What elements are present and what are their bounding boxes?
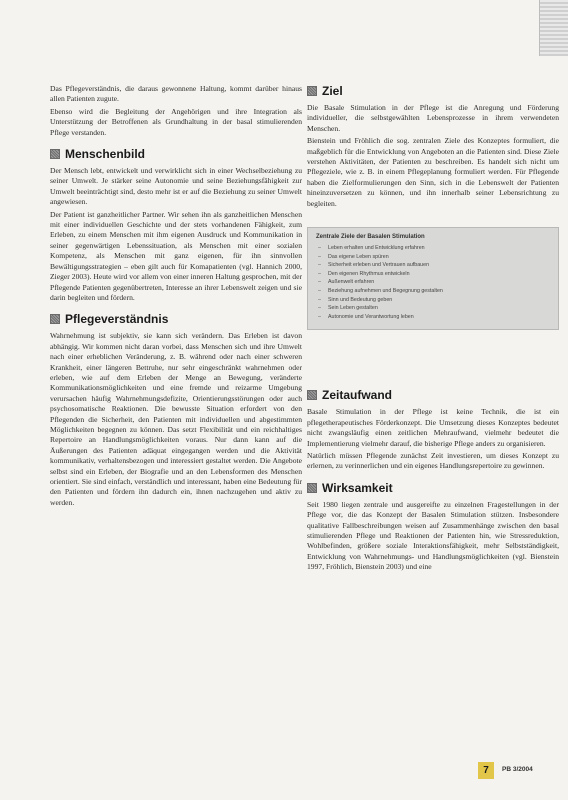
page-number: 7 <box>478 762 494 779</box>
goals-list <box>316 244 550 321</box>
zeitaufwand-paragraph-2: Natürlich müssen Pflegende zunächst Zeit investieren, um dieses Konzept zu erlernen, zu verinnerlichen und ein eigenes Handlungsrepertoire zu gewinnen. <box>307 451 559 471</box>
goals-info-box <box>307 227 559 330</box>
heading-text: Zeitaufwand <box>322 388 393 403</box>
section-heading-ziel <box>307 84 559 98</box>
menschenbild-paragraph-2: Der Patient ist ganzheitlicher Partner. Wir sehen ihn als ganzheitlichen Menschen mit einer individuellen Geschichte und der stets vorhandenen Fähigkeit, zum Erleben, zu einem Menschen mit ihm eigenen Ausdruck und Kommunikation in seiner gegenwärtigen Lebenssituation, als Menschen mit einer sozialen Kompetenz, als Menschen mit ganz eigenen, für ihn sinnvollen Bewältigungsstrategien – eben gilt auch für Komapatienten (vgl. Hannich 2000, Zieger 2003). Heute wird vor allem von einer inneren Haltung gesprochen, mit der Pflegende Patienten gegenübertreten, Interesse an ihrer Lebenswelt zeigen und sie darin begleiten und fördern. <box>50 209 302 302</box>
goals-box-title: Zentrale Ziele der Basalen Stimulation <box>316 234 425 241</box>
heading-square-icon <box>307 390 317 400</box>
intro-paragraph-1: Das Pflegeverständnis, die daraus gewonnene Haltung, kommt darüber hinaus allen Patienten zugute. <box>50 84 302 104</box>
heading-text: Pflegeverständnis <box>65 312 169 327</box>
heading-text: Menschenbild <box>65 147 146 162</box>
goals-list-item: – Außenwelt erfahren <box>316 278 550 287</box>
goals-list-item: – Das eigene Leben spüren <box>316 253 550 262</box>
goals-list-item: – Den eigenen Rhythmus entwickeln <box>316 270 550 279</box>
goals-list-item: – Sinn und Bedeutung geben <box>316 296 550 305</box>
ziel-paragraph-1: Die Basale Stimulation in der Pflege ist die Anregung und Förderung individueller, die selbstgewählten Lebensprozesse in ihrem verwendeten Menschen. <box>307 103 559 133</box>
right-column <box>307 84 559 575</box>
goals-list-item: – Sicherheit erleben und Vertrauen aufbauen <box>316 261 550 270</box>
issue-label: PB 3/2004 <box>502 766 533 773</box>
section-heading-pflegeverstaendnis <box>50 312 302 326</box>
section-heading-wirksamkeit <box>307 481 559 495</box>
menschenbild-paragraph-1: Der Mensch lebt, entwickelt und verwirklicht sich in einer Wechselbeziehung zu seiner Umwelt. Je stärker seine Autonomie und seine Beziehungsfähigkeit zur Umwelt beeinträchtigt sind, desto mehr ist er auf die Beziehung zu seiner Umwelt angewiesen. <box>50 166 302 207</box>
section-heading-menschenbild <box>50 147 302 161</box>
heading-square-icon <box>50 314 60 324</box>
page-footer <box>0 762 568 782</box>
heading-text: Wirksamkeit <box>322 480 393 495</box>
zeitaufwand-paragraph-1: Basale Stimulation in der Pflege ist keine Technik, die ist ein pflegetherapeutisches Förderkonzept. Die Umsetzung dieses Konzeptes bedeutet nicht zwangsläufig einen zeitlichen Mehraufwand, vielmehr bedeutet die Implementierung vielmehr darauf, die bisherige Pflege anders zu organisieren. <box>307 407 559 448</box>
pflegeverstaendnis-paragraph: Wahrnehmung ist subjektiv, sie kann sich verändern. Das Erleben ist davon abhängig. Wir kommen nicht daran vorbei, dass Menschen sich und ihre Umwelt nach einer erheblichen Veränderung, z. B. während oder nach einer schweren Krankheit, einer längeren Bettruhe, nur sehr eingeschränkt wahrnehmen oder erleben, wie auf dem Erleben der Menge an Bewegung, veränderte Kommunikationsmöglichkeiten und eine fremde und reizarme Umgebung verursachen häufig Wahrnehmungsdefizite, Orientierungsstörungen oder auch psychosomatische Reaktionen. Die bewusste Situation erfordert von den Pflegenden die Sicherheit, den Patienten mit individuellen und abgestimmten Möglichkeiten begegnen zu können. Das setzt Flexibilität und ein reichhaltiges Repertoire an Handlungsmöglichkeiten voraus. Nur dann kann auf die Äußerungen des Patienten adäquat eingegangen werden und die Aktivität kommunikativ, verhaltensbezogen und interessiert gestaltet werden. Die Angebote selbst sind ein Erleben, der Biografie und an den Lebensformen des Menschen orientiert. Sie sind einfach, verständlich und interessant, haben eine Bedeutung für den Patienten und fördern ihn dadurch ein, ihnen nachzugehen und aktiv zu werden. <box>50 331 302 507</box>
wirksamkeit-paragraph: Seit 1980 liegen zentrale und ausgereifte zu einzelnen Fragestellungen in der Pflege vor, die das Konzept der Basalen Stimulation stützen. Insbesondere qualitative Fallbeschreibungen weisen auf Zusammenhänge zwischen den basal stimulierenden Pflege und Reaktionen der Patienten hin, wie Stressreduktion, Wohlbefinden, größere soziale Interaktionsfähigkeit, mehr Selbstständigkeit, Entwicklung von Wahrnehmungs- und Handlungsmöglichkeiten (vgl. Bienstein 1997, Fröhlich, Bienstein 2003) und eine <box>307 499 559 572</box>
goals-list-item: – Autonomie und Verantwortung leben <box>316 313 550 322</box>
heading-square-icon <box>50 149 60 159</box>
heading-square-icon <box>307 483 317 493</box>
goals-list-item: – Beziehung aufnehmen und Begegnung gestalten <box>316 287 550 296</box>
goals-list-item: – Sein Leben gestalten <box>316 304 550 313</box>
intro-paragraph-2: Ebenso wird die Begleitung der Angehörigen und ihre Integration als Unterstützung der Betroffenen als Grundhaltung in der basal stimulierenden Pflege verstanden. <box>50 106 302 137</box>
heading-square-icon <box>307 86 317 96</box>
page-edge-decoration <box>539 0 568 56</box>
left-column <box>50 84 302 510</box>
ziel-paragraph-2: Bienstein und Fröhlich die sog. zentralen Ziele des Konzeptes formuliert, die maßgeblich für die Entwicklung von Angeboten an die Patienten sind. Diese Ziele verstehen Aktivitäten, der Patienten zu beschreiben. Es handelt sich nicht um Pflegeziele, wie z. B. in einem Pflegeplanung formuliert werden. Für Pflegende haben die Zielformulierungen den Sinn, sich in die Lebenswelt der Patienten hineinzuversetzen zu können, und ihn innerhalb seiner Lebensrichtung zu begleiten. <box>307 136 559 208</box>
goals-list-item: – Leben erhalten und Entwicklung erfahren <box>316 244 550 253</box>
section-heading-zeitaufwand <box>307 388 559 402</box>
heading-text: Ziel <box>322 84 343 98</box>
